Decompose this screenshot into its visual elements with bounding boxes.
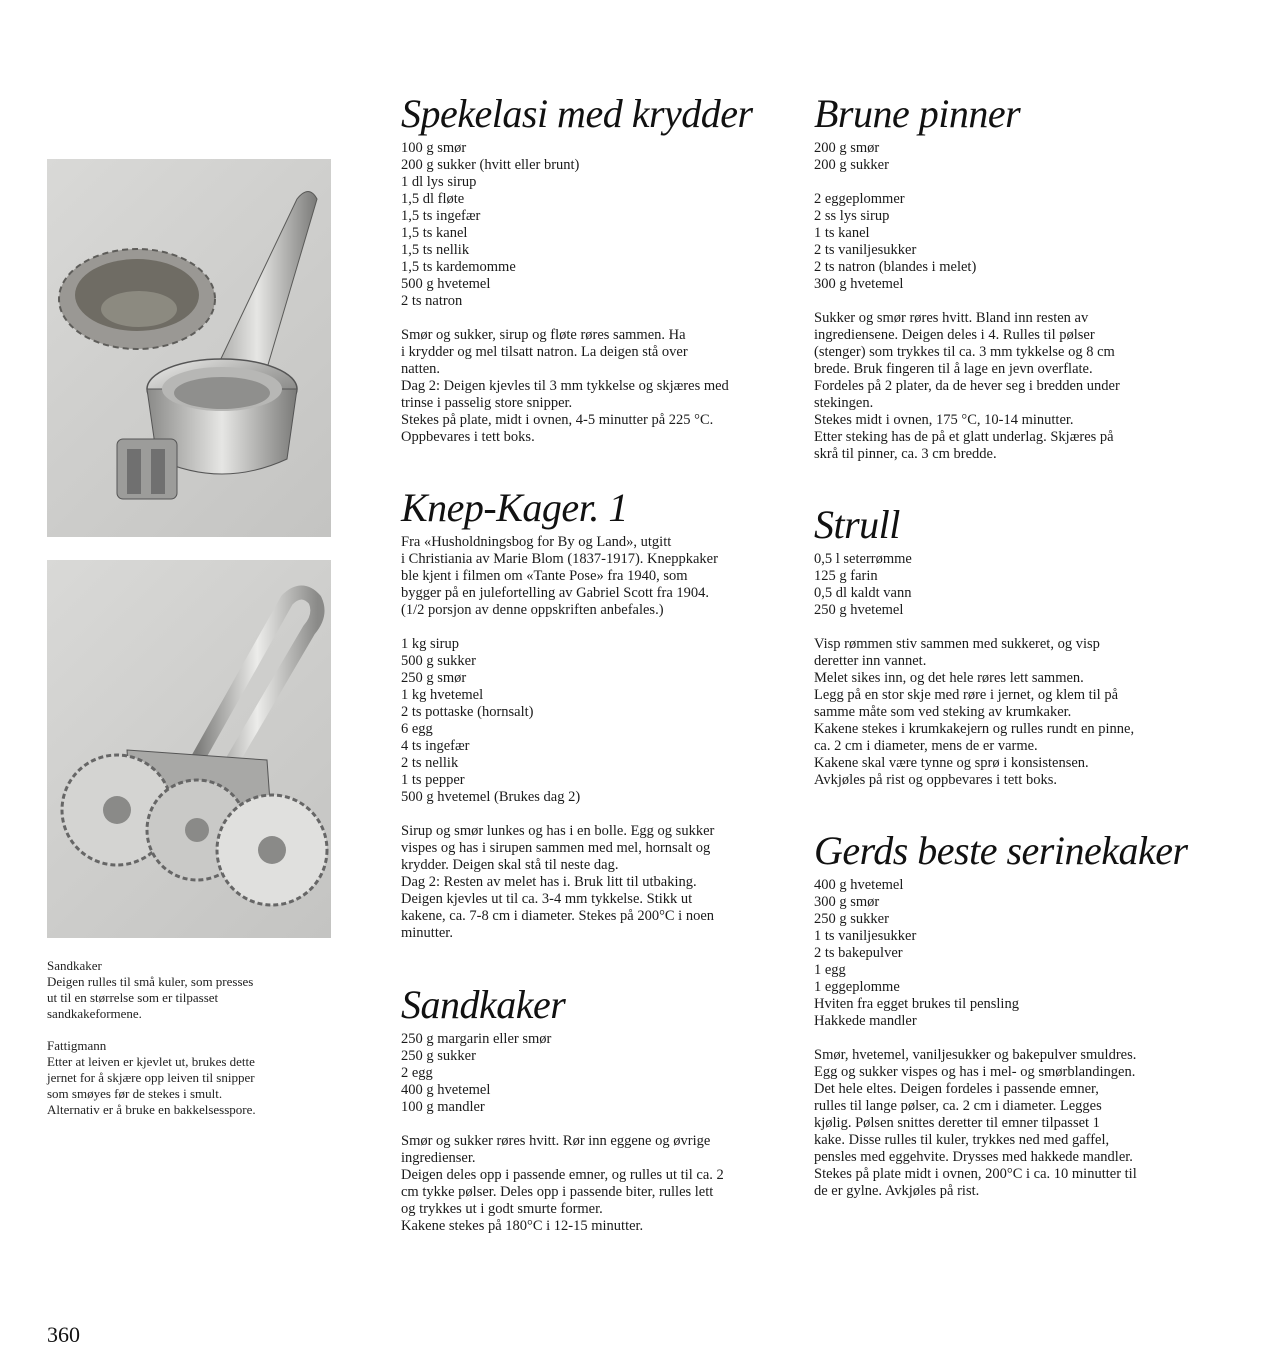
recipe-line: cm tykke pølser. Deles opp i passende biter, rulles lett xyxy=(401,1184,714,1200)
recipe-line: 0,5 dl kaldt vann xyxy=(814,585,912,601)
recipe-title: Knep-Kager. 1 xyxy=(401,485,628,530)
recipe-brune-pinner xyxy=(814,92,1214,463)
recipe-line: 1,5 ts nellik xyxy=(401,242,470,258)
recipe-line: minutter. xyxy=(401,925,453,941)
recipe-line: (1/2 porsjon av denne oppskriften anbefales.) xyxy=(401,602,664,618)
caption-line: Alternativ er å bruke en bakkelsesspore. xyxy=(47,1102,256,1117)
recipe-line: pensles med eggehvite. Drysses med hakkede mandler. xyxy=(814,1149,1133,1165)
recipe-line: Dag 2: Deigen kjevles til 3 mm tykkelse og skjæres med xyxy=(401,378,729,394)
recipe-line: 1 dl lys sirup xyxy=(401,174,477,190)
recipe-line: 400 g hvetemel xyxy=(814,877,904,893)
recipe-line: 200 g sukker xyxy=(814,157,889,173)
recipe-line: Hviten fra egget brukes til pensling xyxy=(814,996,1019,1012)
recipe-body xyxy=(814,551,1214,789)
recipe-line: Kakene skal være tynne og sprø i konsistensen. xyxy=(814,755,1089,771)
recipe-line: Stekes midt i ovnen, 175 °C, 10-14 minutter. xyxy=(814,412,1074,428)
recipe-line: brede. Bruk fingeren til å lage en jevn overflate. xyxy=(814,361,1093,377)
recipe-line: 2 ts bakepulver xyxy=(814,945,903,961)
recipe-line: 250 g sukker xyxy=(401,1048,476,1064)
recipe-serinekaker xyxy=(814,829,1214,1200)
recipe-line: 2 eggeplommer xyxy=(814,191,905,207)
caption-block xyxy=(47,958,337,1022)
recipe-line: vispes og has i sirupen sammen med mel, hornsalt og xyxy=(401,840,711,856)
recipe-title: Sandkaker xyxy=(401,982,566,1027)
photo-caption xyxy=(47,958,337,1134)
recipe-line: 250 g hvetemel xyxy=(814,602,904,618)
recipe-line: stekingen. xyxy=(814,395,874,411)
recipe-line: Sukker og smør røres hvitt. Bland inn resten av xyxy=(814,310,1089,326)
recipe-line: rulles til lange pølser, ca. 2 cm i diameter. Legges xyxy=(814,1098,1102,1114)
recipe-line: Det hele eltes. Deigen fordeles i passende emner, xyxy=(814,1081,1099,1097)
recipe-line: 2 ts vaniljesukker xyxy=(814,242,917,258)
recipe-line xyxy=(401,619,791,636)
recipe-line: ca. 2 cm i diameter, mens de er varme. xyxy=(814,738,1038,754)
recipe-line: trinse i passelig store snipper. xyxy=(401,395,573,411)
recipe-title: Gerds beste serinekaker xyxy=(814,828,1188,873)
recipe-line: 1,5 ts kardemomme xyxy=(401,259,516,275)
recipe-line: natten. xyxy=(401,361,441,377)
recipe-line: 500 g hvetemel xyxy=(401,276,491,292)
recipe-strull xyxy=(814,503,1214,789)
recipe-line: Visp rømmen stiv sammen med sukkeret, og visp xyxy=(814,636,1100,652)
recipe-line: Stekes på plate, midt i ovnen, 4-5 minutter på 225 °C. xyxy=(401,412,714,428)
recipe-line: Smør, hvetemel, vaniljesukker og bakepulver smuldres. xyxy=(814,1047,1137,1063)
recipe-line: Etter steking has de på et glatt underlag. Skjæres på xyxy=(814,429,1114,445)
recipe-line: Dag 2: Resten av melet has i. Bruk litt til utbaking. xyxy=(401,874,697,890)
recipe-line: 4 ts ingefær xyxy=(401,738,470,754)
recipe-line: 1 eggeplomme xyxy=(814,979,900,995)
recipe-line xyxy=(401,310,791,327)
recipe-line xyxy=(814,174,1214,191)
recipe-line: kake. Disse rulles til kuler, trykkes ned med gaffel, xyxy=(814,1132,1110,1148)
recipe-title: Spekelasi med krydder xyxy=(401,91,753,136)
recipe-line: 500 g sukker xyxy=(401,653,476,669)
recipe-line: 1,5 ts ingefær xyxy=(401,208,481,224)
recipe-line: 200 g sukker (hvitt eller brunt) xyxy=(401,157,580,173)
caption-line: Etter at leiven er kjevlet ut, brukes dette xyxy=(47,1054,255,1069)
recipe-knep-kager xyxy=(401,486,791,942)
recipe-line: 1 kg hvetemel xyxy=(401,687,484,703)
recipe-line: samme måte som ved steking av krumkaker. xyxy=(814,704,1072,720)
recipe-line: bygger på en julefortelling av Gabriel Scott fra 1904. xyxy=(401,585,710,601)
caption-heading: Fattigmann xyxy=(47,1038,107,1053)
recipe-line: 6 egg xyxy=(401,721,433,737)
recipe-line: 250 g smør xyxy=(401,670,467,686)
recipe-line: Legg på en stor skje med røre i jernet, og klem til på xyxy=(814,687,1119,703)
recipe-line: Avkjøles på rist og oppbevares i tett boks. xyxy=(814,772,1057,788)
recipe-line: 1 kg sirup xyxy=(401,636,459,652)
recipe-line: 250 g margarin eller smør xyxy=(401,1031,552,1047)
recipe-line: 2 ts natron (blandes i melet) xyxy=(814,259,977,275)
recipe-line: krydder. Deigen skal stå til neste dag. xyxy=(401,857,619,873)
recipe-line: Kakene stekes i krumkakejern og rulles rundt en pinne, xyxy=(814,721,1135,737)
recipe-line: og trykkes ut i godt smurte former. xyxy=(401,1201,603,1217)
recipe-line: 2 ts nellik xyxy=(401,755,459,771)
recipe-line: ingrediensene. Deigen deles i 4. Rulles til pølser xyxy=(814,327,1095,343)
recipe-line: ble kjent i filmen om «Tante Pose» fra 1940, som xyxy=(401,568,688,584)
recipe-line: 1 egg xyxy=(814,962,846,978)
recipe-line: 125 g farin xyxy=(814,568,878,584)
recipe-line: kjølig. Pølsen snittes deretter til emner tilpasset 1 xyxy=(814,1115,1100,1131)
recipe-line xyxy=(814,1030,1214,1047)
recipe-line: 100 g smør xyxy=(401,140,467,156)
recipe-line: Smør og sukker røres hvitt. Rør inn eggene og øvrige xyxy=(401,1133,711,1149)
caption-line: som smøyes før de stekes i smult. xyxy=(47,1086,223,1101)
sandkake-tin-illustration xyxy=(47,159,331,537)
recipe-line: skrå til pinner, ca. 3 cm bredde. xyxy=(814,446,997,462)
recipe-spekelasi xyxy=(401,92,791,446)
recipe-line: 100 g mandler xyxy=(401,1099,485,1115)
recipe-line: 500 g hvetemel (Brukes dag 2) xyxy=(401,789,581,805)
caption-line: jernet for å skjære opp leiven til snipper xyxy=(47,1070,255,1085)
recipe-line: Deigen kjevles ut til ca. 3-4 mm tykkelse. Stikk ut xyxy=(401,891,693,907)
recipe-body xyxy=(401,140,791,446)
photo-sandkake-tins xyxy=(47,159,331,537)
recipe-line: 1,5 ts kanel xyxy=(401,225,468,241)
recipe-line: 1 ts pepper xyxy=(401,772,465,788)
recipe-sandkaker xyxy=(401,983,791,1235)
recipe-line: i Christiania av Marie Blom (1837-1917). Kneppkaker xyxy=(401,551,718,567)
recipe-body xyxy=(401,534,791,942)
recipe-line: 200 g smør xyxy=(814,140,880,156)
recipe-line: 300 g smør xyxy=(814,894,880,910)
recipe-line xyxy=(814,293,1214,310)
recipe-body xyxy=(401,1031,791,1235)
caption-line: ut til en størrelse som er tilpasset xyxy=(47,990,219,1005)
recipe-line: Smør og sukker, sirup og fløte røres sammen. Ha xyxy=(401,327,686,343)
recipe-line: 2 ts pottaske (hornsalt) xyxy=(401,704,534,720)
recipe-line: deretter inn vannet. xyxy=(814,653,927,669)
recipe-body xyxy=(814,140,1214,463)
recipe-line: Kakene stekes på 180°C i 12-15 minutter. xyxy=(401,1218,644,1234)
recipe-line: 250 g sukker xyxy=(814,911,889,927)
pastry-wheel-illustration xyxy=(47,560,331,938)
caption-line: Deigen rulles til små kuler, som presses xyxy=(47,974,254,989)
recipe-line: ingredienser. xyxy=(401,1150,476,1166)
recipe-line: 300 g hvetemel xyxy=(814,276,904,292)
recipe-line xyxy=(814,619,1214,636)
recipe-line: (stenger) som trykkes til ca. 3 mm tykkelse og 8 cm xyxy=(814,344,1115,360)
recipe-line xyxy=(401,806,791,823)
photo-fattigmann-wheel xyxy=(47,560,331,938)
recipe-line: kakene, ca. 7-8 cm i diameter. Stekes på 200°C i noen xyxy=(401,908,715,924)
recipe-line: 2 ts natron xyxy=(401,293,463,309)
recipe-line: Hakkede mandler xyxy=(814,1013,917,1029)
caption-line: sandkakeformene. xyxy=(47,1006,142,1021)
recipe-line: 1 ts vaniljesukker xyxy=(814,928,917,944)
recipe-line: 2 ss lys sirup xyxy=(814,208,890,224)
recipe-line: Stekes på plate midt i ovnen, 200°C i ca. 10 minutter til xyxy=(814,1166,1137,1182)
recipe-title: Brune pinner xyxy=(814,91,1021,136)
recipe-line: i krydder og mel tilsatt natron. La deigen stå over xyxy=(401,344,688,360)
recipe-line: de er gylne. Avkjøles på rist. xyxy=(814,1183,980,1199)
recipe-line: Melet sikes inn, og det hele røres lett sammen. xyxy=(814,670,1084,686)
caption-heading: Sandkaker xyxy=(47,958,102,973)
recipe-line: 1 ts kanel xyxy=(814,225,870,241)
recipe-line xyxy=(401,1116,791,1133)
recipe-line: 1,5 dl fløte xyxy=(401,191,465,207)
recipe-line: 2 egg xyxy=(401,1065,433,1081)
recipe-line: Fordeles på 2 plater, da de hever seg i bredden under xyxy=(814,378,1120,394)
recipe-line: Oppbevares i tett boks. xyxy=(401,429,535,445)
recipe-line: Egg og sukker vispes og has i mel- og smørblandingen. xyxy=(814,1064,1136,1080)
recipe-body xyxy=(814,877,1214,1200)
recipe-line: Sirup og smør lunkes og has i en bolle. Egg og sukker xyxy=(401,823,715,839)
page-number: 360 xyxy=(47,1322,80,1347)
recipe-line: 400 g hvetemel xyxy=(401,1082,491,1098)
caption-block xyxy=(47,1038,337,1118)
recipe-line: Fra «Husholdningsbog for By og Land», utgitt xyxy=(401,534,672,550)
recipe-line: 0,5 l seterrømme xyxy=(814,551,912,567)
recipe-title: Strull xyxy=(814,502,900,547)
recipe-line: Deigen deles opp i passende emner, og rulles ut til ca. 2 xyxy=(401,1167,724,1183)
